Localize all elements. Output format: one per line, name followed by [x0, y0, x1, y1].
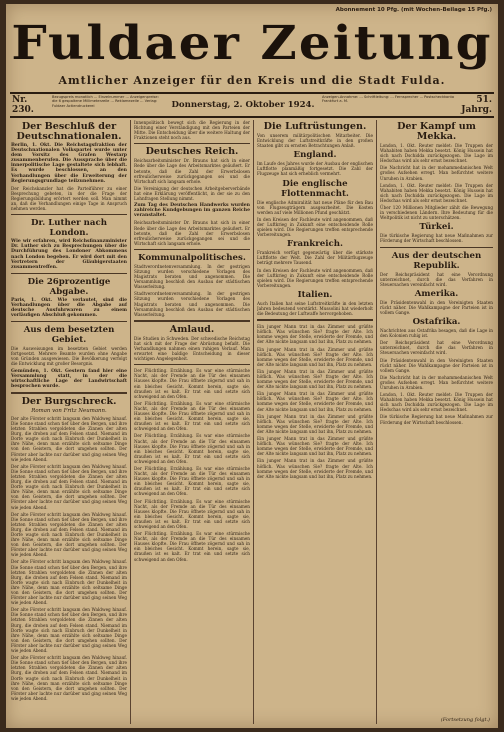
- article-text: Der Reichspräsident hat eine Verordnung unterzeichnet, durch die das Verfahren in Steuersachen vereinfacht wird.: [380, 271, 493, 287]
- headline: Dr. Luther nach London.: [31, 218, 107, 239]
- subscription-info-right: Anzeigen-Annahme: ... Schriftleitung: ... Fernsprecher ... Postscheckkonto Frankfurt a. M.: [322, 95, 455, 104]
- article-text: Die Präsidentenwahl in den Vereinigten Staaten rückt näher. Die Wahlkampagne der Parteien ist in vollem Gange.: [380, 299, 493, 315]
- column-rule: [376, 120, 377, 724]
- serial-text: Der alte Förster schritt langsam den Waldweg hinauf. Die Sonne stand schon tief über den Bergen, und ihre letzten Strahlen vergoldeten die Zinnen der alten Burg, die droben auf dem Felsen stand. Niemand im Dorfe wagte sich nach Einbruch der Dunkelheit in ihre Nähe, denn man erzählte sich seltsame Dinge von den Geistern, die dort umgehen sollten. Der Förster aber lachte nur darüber und ging seinen Weg wie jeden Abend.: [11, 607, 127, 654]
- article-text: Über 120 Millionen Mitglieder zählt die Bewegung in verschiedenen Ländern. Ihre Bedeutung für die Weltpolitik ist nicht zu unterschätzen.: [380, 205, 493, 221]
- article-text: Die Ausweisungen im besetzten Gebiet werden fortgesetzt. Mehrere Beamte wurden ohne Angabe von Gründen ausgewiesen. Die Bevölkerung verfolgt die Entwicklung mit großer Besorgnis.: [11, 346, 127, 367]
- article-text: Frankreich verfügt gegenwärtig über die stärkste Luftflotte der Welt. Die Zahl der Militärflugzeuge beträgt mehrere Tausend.: [257, 250, 373, 266]
- article-text: London, 1. Okt. Reuter meldet: Die Truppen der Wahabiten haben Mekka besetzt. König Hussein hat sich nach Dschidda zurückgezogen. Die Lage im Hedschas wird als sehr ernst bezeichnet.: [380, 182, 493, 203]
- article-text: Die türkische Regierung hat neue Maßnahmen zur Förderung der Wirtschaft beschlossen.: [380, 414, 493, 425]
- article-text: In den Kreisen der Fachleute wird angenommen, daß der Luftkrieg in Zukunft eine entscheidende Rolle spielen wird. Die Regierungen treffen entsprechende Vorbereitungen.: [257, 267, 373, 288]
- article-text: Gemünden, 1. Okt. Gestern fand hier eine Versammlung statt, in der die wirtschaftliche Lage der Landwirtschaft besprochen wurde.: [11, 368, 127, 389]
- divider: [134, 143, 250, 144]
- date-bar: [10, 92, 494, 118]
- serial-text: Der Flüchtling. Erzählung. Es war eine stürmische Nacht, als der Fremde an die Tür des einsamen Hauses klopfte. Die Frau öffnete zögernd und sah in ein bleiches Gesicht. Kommt herein, sagte sie, draußen ist es kalt. Er trat ein und setzte sich schweigend an den Ofen.: [134, 433, 250, 464]
- article-text: Stadtverordnetenversammlung. In der gestrigen Sitzung wurden verschiedene Vorlagen des Magistrats beraten und angenommen. Die Versammlung beschloß den Ausbau der städtischen Wasserleitung.: [134, 291, 250, 317]
- headline: Aus dem besetzten Gebiet.: [23, 325, 115, 346]
- masthead-subtitle: Amtlicher Anzeiger für den Kreis und die Stadt Fulda.: [58, 74, 446, 87]
- serial-text: Ein junger Mann trat in das Zimmer und grüßte höflich. Was wünschen Sie? fragte der Alte. Ich komme wegen der Stelle, erwiderte der Fremde, und der Alte nickte langsam und bat ihn, Platz zu nehmen.: [257, 391, 373, 412]
- column-rule: [130, 120, 131, 724]
- article-text: Wie wir erfahren, wird Reichsfinanzminister Dr. Luther sich zu Besprechungen über die Durchführung des Londoner Abkommens nach London begeben. Er wird dort mit den Vertretern der Gläubigerstaaten zusammentreffen.: [11, 239, 127, 270]
- headline: Der Kampf um Mekka.: [397, 121, 476, 142]
- serial-text: Der Flüchtling. Erzählung. Es war eine stürmische Nacht, als der Fremde an die Tür des einsamen Hauses klopfte. Die Frau öffnete zögernd und sah in ein bleiches Gesicht. Kommt herein, sagte sie, draußen ist es kalt. Er trat ein und setzte sich schweigend an den Ofen.: [134, 465, 250, 497]
- serial-text: Der Flüchtling. Erzählung. Es war eine stürmische Nacht, als der Fremde an die Tür des einsamen Hauses klopfte. Die Frau öffnete zögernd und sah in ein bleiches Gesicht. Kommt herein, sagte sie, draußen ist es kalt. Er trat ein und setzte sich schweigend an den Ofen.: [134, 531, 250, 562]
- masthead-title: Fuldaer Zeitung: [11, 16, 493, 71]
- subheadline: Italien.: [297, 289, 333, 300]
- serial-text: Der alte Förster schritt langsam den Waldweg hinauf. Die Sonne stand schon tief über den Bergen, und ihre letzten Strahlen vergoldeten die Zinnen der alten Burg, die droben auf dem Felsen stand. Niemand im Dorfe wagte sich nach Einbruch der Dunkelheit in ihre Nähe, denn man erzählte sich seltsame Dinge von den Geistern, die dort umgehen sollten. Der Förster aber lachte nur darüber und ging seinen Weg wie jeden Abend.: [11, 655, 127, 701]
- divider: [134, 364, 250, 365]
- article-text: Die Nachricht hat in der mohammedanischen Welt großes Aufsehen erregt. Man befürchtet weitere Unruhen in Arabien.: [380, 374, 493, 390]
- divider: [11, 214, 127, 215]
- article-text: Auch Italien hat seine Luftstreitkräfte in den letzten Jahren bedeutend verstärkt. Mussolini hat wiederholt die Bedeutung der Luftwaffe hervorgehoben.: [257, 300, 373, 317]
- article-text: In den Kreisen der Fachleute wird angenommen, daß der Luftkrieg in Zukunft eine entscheidende Rolle spielen wird. Die Regierungen treffen entsprechende Vorbereitungen.: [257, 216, 373, 238]
- top-note: Abonnement 10 Pfg. (mit Wochen-Beilage 15 Pfg.): [335, 7, 492, 13]
- article-text: Von unserem militärpolitischen Mitarbeiter. Die Entwicklung der Luftstreitkräfte in den großen Staaten gibt zu ernsten Betrachtungen Anlaß.: [257, 133, 373, 149]
- continuation-note: (Fortsetzung folgt.): [440, 717, 490, 723]
- serial-text: Ein junger Mann trat in das Zimmer und grüßte höflich. Was wünschen Sie? fragte der Alte. Ich komme wegen der Stelle, erwiderte der Fremde, und der Alte nickte langsam und bat ihn, Platz zu nehmen.: [257, 324, 373, 345]
- article-text: Die türkische Regierung hat neue Maßnahmen zur Förderung der Wirtschaft beschlossen.: [380, 233, 493, 244]
- serial-text: Der alte Förster schritt langsam den Waldweg hinauf. Die Sonne stand schon tief über den Bergen, und ihre letzten Strahlen vergoldeten die Zinnen der alten Burg, die droben auf dem Felsen stand. Niemand im Dorfe wagte sich nach Einbruch der Dunkelheit in ihre Nähe, denn man erzählte sich seltsame Dinge von den Geistern, die dort umgehen sollten. Der Förster aber lachte nur darüber und ging seinen Weg wie jeden Abend.: [11, 415, 127, 462]
- article-text: Reichsarbeitsminister Dr. Brauns hat sich in einer Rede über die Lage des Arbeitsmarktes geäußert. Er betonte, daß die Zahl der Erwerbslosen erfreulicherweise zurückgegangen sei und die Wirtschaft sich langsam erhole.: [134, 220, 250, 246]
- article-text: Die englische Admiralität hat neue Pläne für den Bau von Flugzeugträgern ausgearbeitet. Die Kosten werden auf viele Millionen Pfund geschätzt.: [257, 199, 373, 215]
- newspaper-page: [6, 4, 498, 728]
- headline: Die Luftrüstungen.: [263, 121, 367, 132]
- divider: [11, 273, 127, 274]
- article-text: Der Reichspräsident hat eine Verordnung unterzeichnet, durch die das Verfahren in Steuersachen vereinfacht wird.: [380, 340, 493, 356]
- article-text: London, 1. Okt. Reuter meldet: Die Truppen der Wahabiten haben Mekka besetzt. König Hussein hat sich nach Dschidda zurückgezogen. Die Lage im Hedschas wird als sehr ernst bezeichnet.: [380, 392, 493, 413]
- subheadline: Türkei.: [419, 222, 454, 233]
- subheadline: England.: [293, 150, 337, 161]
- column-2: [134, 120, 250, 724]
- headline: Amlaud.: [169, 323, 215, 335]
- article-text: Stadtverordnetenversammlung. In der gestrigen Sitzung wurden verschiedene Vorlagen des Magistrats beraten und angenommen. Die Versammlung beschloß den Ausbau der städtischen Wasserleitung.: [134, 263, 250, 290]
- article-text: Der Reichskanzler hat die Parteiführer zu einer Besprechung gebeten, in der die Frage der Regierungsbildung erörtert werden soll. Man nimmt an, daß die Verhandlungen einige Tage in Anspruch nehmen werden.: [11, 185, 127, 212]
- divider: [380, 247, 493, 248]
- article-text: Die Studien in Schweden. Der schwedische Reichstag hat sich mit der Frage der Abrüstung befaßt. Die Verhandlungen nahmen einen ruhigen Verlauf. Man erwartet eine baldige Entscheidung in dieser wichtigen Angelegenheit.: [134, 335, 250, 362]
- column-4: [380, 120, 493, 724]
- article-text: London, 1. Okt. Reuter meldet: Die Truppen der Wahabiten haben Mekka besetzt. König Hussein hat sich nach Dschidda zurückgezogen. Die Lage im Hedschas wird als sehr ernst bezeichnet.: [380, 143, 493, 164]
- issue-number: Nr. 230.: [12, 95, 34, 115]
- issue-date: Donnerstag, 2. Oktober 1924.: [171, 100, 315, 110]
- article-text: Die Vereinigung der deutschen Arbeitgeberverbände hat eine Erklärung veröffentlicht, in der sie zu den Lohnfragen Stellung nimmt.: [134, 185, 250, 202]
- serial-text: Ein junger Mann trat in das Zimmer und grüßte höflich. Was wünschen Sie? fragte der Alte. Ich komme wegen der Stelle, erwiderte der Fremde, und der Alte nickte langsam und bat ihn, Platz zu nehmen.: [257, 458, 373, 479]
- serial-text: Ein junger Mann trat in das Zimmer und grüßte höflich. Was wünschen Sie? fragte der Alte. Ich komme wegen der Stelle, erwiderte der Fremde, und der Alte nickte langsam und bat ihn, Platz zu nehmen.: [257, 436, 373, 457]
- subheadline: Amerika.: [414, 288, 459, 299]
- subheadline: Aus der deutschen Republik.: [391, 250, 482, 271]
- column-3: [257, 120, 373, 724]
- headline: Kommunalpolitisches.: [138, 252, 246, 263]
- subheadline: Frankreich.: [287, 239, 343, 250]
- article-text: Reichsarbeitsminister Dr. Brauns hat sich in einer Rede über die Lage des Arbeitsmarktes geäußert. Er betonte, daß die Zahl der Erwerbslosen erfreulicherweise zurückgegangen sei und die Wirtschaft sich langsam erhole.: [134, 158, 250, 184]
- article-text: Zum Tag des Deutschen Handwerks wurden zahlreiche Kundgebungen im ganzen Reiche veranstaltet.: [134, 203, 250, 219]
- article-text: Innenpolitisch bewegt sich die Regierung in der Richtung einer Verständigung mit den Parteien der Mitte. Die Entscheidung über die weitere Haltung der Fraktionen steht noch aus.: [134, 120, 250, 141]
- column-1: [11, 120, 127, 724]
- divider: [134, 249, 250, 250]
- article-text: Im Laufe des Jahres wurde der Ausbau der englischen Luftflotte planmäßig fortgesetzt. Die Zahl der Flugzeuge hat sich erheblich vermehrt.: [257, 161, 373, 177]
- subheadline: Die englische Flottenmacht.: [281, 178, 349, 199]
- headline: Der Beschluß der Deutschnationalen.: [16, 121, 122, 142]
- serial-text: Der Flüchtling. Erzählung. Es war eine stürmische Nacht, als der Fremde an die Tür des einsamen Hauses klopfte. Die Frau öffnete zögernd und sah in ein bleiches Gesicht. Kommt herein, sagte sie, draußen ist es kalt. Er trat ein und setzte sich schweigend an den Ofen.: [134, 368, 250, 399]
- divider: [11, 321, 127, 322]
- serial-text: Ein junger Mann trat in das Zimmer und grüßte höflich. Was wünschen Sie? fragte der Alte. Ich komme wegen der Stelle, erwiderte der Fremde, und der Alte nickte langsam und bat ihn, Platz zu nehmen.: [257, 368, 373, 390]
- article-text: Paris, 1. Okt. Wie verlautet, sind die Verhandlungen über die Abgabe auf deutsche Ausfuhrwaren zu einem vorläufigen Abschluß gekommen.: [11, 297, 127, 319]
- divider: [257, 319, 373, 321]
- serial-text: Der Flüchtling. Erzählung. Es war eine stürmische Nacht, als der Fremde an die Tür des einsamen Hauses klopfte. Die Frau öffnete zögernd und sah in ein bleiches Gesicht. Kommt herein, sagte sie, draußen ist es kalt. Er trat ein und setzte sich schweigend an den Ofen.: [134, 400, 250, 432]
- article-text: Die Nachricht hat in der mohammedanischen Welt großes Aufsehen erregt. Man befürchtet weitere Unruhen in Arabien.: [380, 165, 493, 181]
- column-rule: [253, 120, 254, 724]
- subscription-info-left: Bezugspreis monatlich ... Einzelnummer ... Anzeigenpreise: die 6 gespaltene Millimeterzeile ... Reklamezeile ... Verlag: Fuldaer Actiendruckerei: [52, 95, 159, 108]
- divider: [134, 320, 250, 322]
- serial-author: Roman von Fritz Neumann.: [31, 407, 107, 414]
- serial-text: Ein junger Mann trat in das Zimmer und grüßte höflich. Was wünschen Sie? fragte der Alte. Ich komme wegen der Stelle, erwiderte der Fremde, und der Alte nickte langsam und bat ihn, Platz zu nehmen.: [257, 413, 373, 434]
- headline: Deutsches Reich.: [145, 146, 239, 158]
- volume-year: 51. Jahrg.: [461, 95, 492, 115]
- article-text: Berlin, 1. Okt. Die Reichstagsfraktion der Deutschnationalen Volkspartei wurde unter dem Vorsitz des Grafen Westarp zusammenberufen. Die Aussprache über die innerpolitische Lage gestaltete sich lebhaft. Es wurde beschlossen, an den Verhandlungen über die Erweiterung der Regierungsgrundlage teilzunehmen.: [11, 143, 127, 184]
- headline: Die 26prozentige Abgabe.: [27, 276, 111, 297]
- serial-text: Der Flüchtling. Erzählung. Es war eine stürmische Nacht, als der Fremde an die Tür des einsamen Hauses klopfte. Die Frau öffnete zögernd und sah in ein bleiches Gesicht. Kommt herein, sagte sie, draußen ist es kalt. Er trat ein und setzte sich schweigend an den Ofen.: [134, 498, 250, 529]
- serial-text: Der alte Förster schritt langsam den Waldweg hinauf. Die Sonne stand schon tief über den Bergen, und ihre letzten Strahlen vergoldeten die Zinnen der alten Burg, die droben auf dem Felsen stand. Niemand im Dorfe wagte sich nach Einbruch der Dunkelheit in ihre Nähe, denn man erzählte sich seltsame Dinge von den Geistern, die dort umgehen sollten. Der Förster aber lachte nur darüber und ging seinen Weg wie jeden Abend.: [11, 463, 127, 510]
- subheadline: Ostafrika.: [412, 317, 461, 328]
- serial-text: Der alte Förster schritt langsam den Waldweg hinauf. Die Sonne stand schon tief über den Bergen, und ihre letzten Strahlen vergoldeten die Zinnen der alten Burg, die droben auf dem Felsen stand. Niemand im Dorfe wagte sich nach Einbruch der Dunkelheit in ihre Nähe, denn man erzählte sich seltsame Dinge von den Geistern, die dort umgehen sollten. Der Förster aber lachte nur darüber und ging seinen Weg wie jeden Abend.: [11, 559, 127, 606]
- serial-title: Der Burgschreck.: [21, 395, 117, 407]
- divider: [11, 392, 127, 394]
- article-text: Die Präsidentenwahl in den Vereinigten Staaten rückt näher. Die Wahlkampagne der Parteien ist in vollem Gange.: [380, 357, 493, 373]
- article-text: Nachrichten aus Ostafrika besagen, daß die Lage in den Kolonien ruhig ist.: [380, 328, 493, 339]
- serial-text: Ein junger Mann trat in das Zimmer und grüßte höflich. Was wünschen Sie? fragte der Alte. Ich komme wegen der Stelle, erwiderte der Fremde, und der Alte nickte langsam und bat ihn, Platz zu nehmen.: [257, 346, 373, 367]
- serial-text: Der alte Förster schritt langsam den Waldweg hinauf. Die Sonne stand schon tief über den Bergen, und ihre letzten Strahlen vergoldeten die Zinnen der alten Burg, die droben auf dem Felsen stand. Niemand im Dorfe wagte sich nach Einbruch der Dunkelheit in ihre Nähe, denn man erzählte sich seltsame Dinge von den Geistern, die dort umgehen sollten. Der Förster aber lachte nur darüber und ging seinen Weg wie jeden Abend.: [11, 511, 127, 558]
